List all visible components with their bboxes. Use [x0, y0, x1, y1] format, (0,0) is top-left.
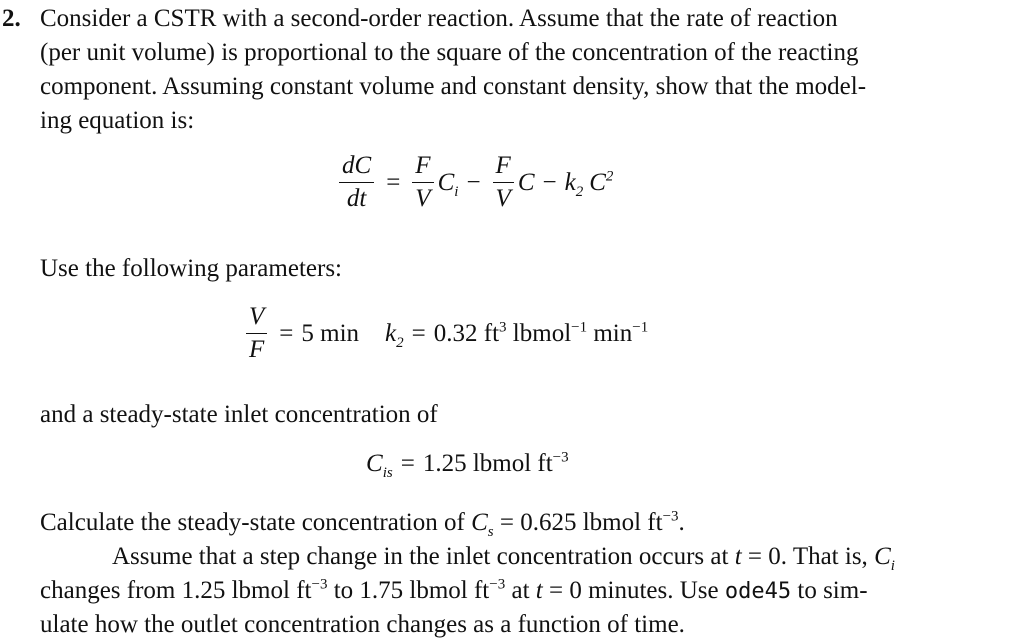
V-over-F-fraction: $\frac{V}{F}$ [246, 303, 267, 364]
residence-time-value: 5 min [301, 319, 360, 347]
step-line-3: ulate how the outlet concentration changes as a function of time. [40, 611, 685, 638]
intro-line-4: ing equation is: [40, 107, 195, 134]
inlet-intro: and a steady-state inlet concentration of [40, 401, 438, 428]
k2-symbol: $k_2$ [385, 319, 404, 351]
C-symbol: C [517, 168, 535, 196]
rate-constant-value: 0.32 $ft^3$ lbmol$^{-1}$ $\min^{-1}$ [433, 319, 649, 347]
inlet-equation: $C_{is}$ = 1.25 lbmol $ft^{-3}$ [366, 449, 569, 481]
step-line-1: Assume that a step change in the inlet concentration occurs at t = 0. That is, $C_i$ [112, 543, 895, 574]
k2-symbol: $k_2$ [564, 168, 584, 200]
intro-line-2: (per unit volume) is proportional to the square of the concentration of the reacting [40, 39, 859, 66]
intro-line-1: Consider a CSTR with a second-order reaction. Assume that the rate of reaction [40, 5, 838, 32]
ode45-code: ode45 [724, 579, 792, 604]
Cis-symbol: $C_{is}$ [366, 450, 393, 481]
parameters-equation: $\frac{V}{F}$ = 5 min $k_2$ = 0.32 $ft^3$ lbmol$^{-1}$ $\min^{-1}$ [242, 303, 648, 364]
dC-dt-fraction: $\frac{dC}{dt}$ [339, 152, 374, 213]
inlet-concentration-value: 1.25 lbmol $ft^{-3}$ [422, 449, 569, 477]
model-equation: $\frac{dC}{dt}$ = $\frac{F}{V}$ $C_i$ − $\frac{F}{V}$ C − $k_2$ $C^2$ [335, 152, 613, 213]
calc-line: Calculate the steady-state concentration of $C_s = 0.625$ lbmol $ft^{-3}$. [40, 508, 685, 540]
F-over-V-fraction-1: $\frac{F}{V}$ [412, 152, 433, 213]
Ci-symbol: $C_i$ [437, 168, 459, 200]
C-squared-symbol: $C^2$ [589, 168, 614, 196]
F-over-V-fraction-2: $\frac{F}{V}$ [493, 152, 514, 213]
params-intro: Use the following parameters: [40, 255, 342, 282]
intro-line-3: component. Assuming constant volume and constant density, show that the model- [40, 73, 867, 100]
problem-number: 2. [2, 5, 21, 32]
step-line-2: changes from 1.25 lbmol $ft^{-3}$ to 1.75 lbmol $ft^{-3}$ at t = 0 minutes. Use ode45 to sim- [40, 576, 868, 604]
